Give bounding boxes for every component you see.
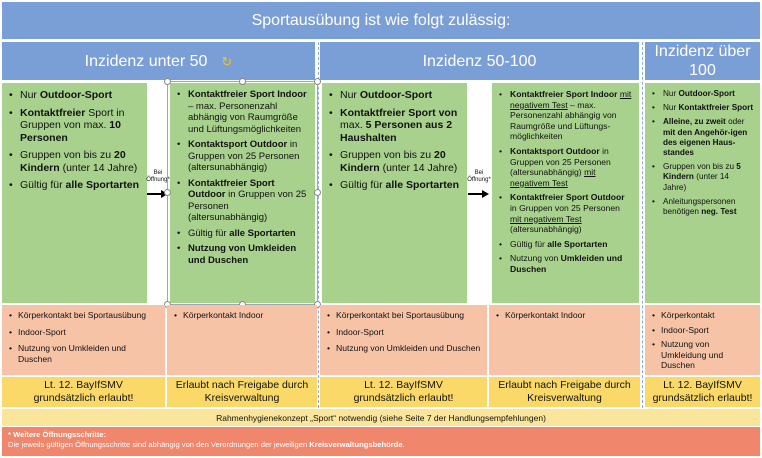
resize-handle[interactable] xyxy=(239,78,246,85)
list-item: • Körperkontakt bei Sportausübung xyxy=(326,310,481,321)
legal-box-kreisverwaltung: Erlaubt nach Freigabe durch Kreisverwaltung xyxy=(489,377,640,407)
arrow-right-icon xyxy=(468,189,490,199)
header-incidence-under-50: Inzidenz unter 50 ↻ xyxy=(2,42,315,80)
list-item: • Kontaktfreier Sport Outdoor in Gruppen von 25 Personen mit negativem Test (altersunabhängig) xyxy=(498,192,633,234)
list-item: • Nur Kontaktfreier Sport xyxy=(651,103,754,113)
list-item: • Kontaktfreier Sport von max. 5 Personen aus 2 Haushalten xyxy=(328,107,461,145)
refresh-icon: ↻ xyxy=(221,53,233,69)
prohibited-box-under-50-opening xyxy=(167,305,317,375)
list-item: • Gültig für alle Sportarten xyxy=(8,179,141,192)
resize-handle[interactable] xyxy=(164,189,171,196)
list-item: • Nutzung von Umkleiden und Duschen xyxy=(326,343,481,354)
resize-handle[interactable] xyxy=(314,189,321,196)
selection-frame xyxy=(167,81,318,305)
list-item: • Indoor-Sport xyxy=(326,327,481,338)
hygiene-concept-bar: Rahmenhygienekonzept „Sport“ notwendig (siehe Seite 7 der Handlungsempfehlungen) xyxy=(2,409,760,426)
list-item: • Anleitungspersonen benötigen neg. Test xyxy=(651,197,754,217)
prohibited-box-50-100 xyxy=(320,305,487,375)
list-item: • Gültig für alle Sportarten xyxy=(498,239,633,250)
list-item: • Alleine, zu zweit oder mit den Angehör-igen des eigenen Haus-standes xyxy=(651,117,754,158)
list-item: • Kontaktfreier Sport Indoor mit negativem Test – max. Personenzahl abhängig von Raumgröße und Lüftungs-möglichkeiten xyxy=(498,89,633,142)
list-item: • Nur Outdoor-Sport xyxy=(8,89,141,102)
header-incidence-50-100: Inzidenz 50-100 xyxy=(320,42,639,80)
list-item: • Gruppen von bis zu 20 Kindern (unter 14 Jahre) xyxy=(8,149,141,174)
list-item: • Nur Outdoor-Sport xyxy=(651,89,754,99)
list-item: • Kontaktfreier Sport Outdoor in Gruppen von 25 Personen (altersunabhängig) xyxy=(176,178,309,224)
column-divider xyxy=(318,42,319,408)
allowed-box-50-100 xyxy=(322,83,467,303)
allowed-box-50-100-opening xyxy=(492,83,639,303)
further-steps-note: * Weitere Öffnungsschritte: Die jeweils gültigen Öffnungsschritte sind abhängig von den Verordnungen der jeweiligen Kreisverwaltungsbehörde. xyxy=(2,427,760,456)
prohibited-box-under-50 xyxy=(2,305,165,375)
list-item: • Nutzung von Umkleiden und Duschen xyxy=(498,253,633,274)
title-banner: Sportausübung ist wie folgt zulässig: xyxy=(2,2,760,39)
list-item: • Kontaktsport Outdoor in Gruppen von 25 Personen (altersunabhängig) xyxy=(176,139,309,174)
legal-box-bayifsmv: Lt. 12. BayIfSMV grundsätzlich erlaubt! xyxy=(645,377,760,407)
opening-arrow-label: Bei Öffnung* xyxy=(146,170,170,183)
list-item: • Körperkontakt xyxy=(651,310,754,321)
prohibited-box-over-100 xyxy=(645,305,760,375)
list-item: • Körperkontakt Indoor xyxy=(495,310,634,321)
list-item: • Gruppen von bis zu 20 Kindern (unter 14 Jahre) xyxy=(328,149,461,174)
resize-handle[interactable] xyxy=(164,78,171,85)
list-item: • Kontaktfreier Sport in Gruppen von max. 10 Personen xyxy=(8,107,141,145)
list-item: • Körperkontakt Indoor xyxy=(173,310,311,321)
opening-arrow-label: Bei Öffnung* xyxy=(467,170,491,183)
list-item: • Gruppen von bis zu 5 Kindern (unter 14 Jahre) xyxy=(651,162,754,193)
list-item: • Nur Outdoor-Sport xyxy=(328,89,461,102)
legal-box-bayifsmv: Lt. 12. BayIfSMV grundsätzlich erlaubt! xyxy=(320,377,487,407)
list-item: • Indoor-Sport xyxy=(651,325,754,336)
header-incidence-over-100: Inzidenz über 100 xyxy=(645,42,760,80)
list-item: • Nutzung von Umkleidung und Duschen xyxy=(651,339,754,371)
list-item: • Kontaktfreier Sport Indoor – max. Personenzahl abhängig von Raumgröße und Lüftungsmöglichkeiten xyxy=(176,89,309,135)
allowed-box-over-100 xyxy=(645,83,760,303)
list-item: • Nutzung von Umkleiden und Duschen xyxy=(176,243,309,266)
legal-box-bayifsmv: Lt. 12. BayIfSMV grundsätzlich erlaubt! xyxy=(2,377,165,407)
list-item: • Indoor-Sport xyxy=(8,327,159,338)
list-item: • Gültig für alle Sportarten xyxy=(328,179,461,192)
column-divider xyxy=(642,42,643,408)
list-item: • Körperkontakt bei Sportausübung xyxy=(8,310,159,321)
prohibited-box-50-100-opening xyxy=(489,305,640,375)
resize-handle[interactable] xyxy=(314,78,321,85)
list-item: • Nutzung von Umkleiden und Duschen xyxy=(8,343,159,364)
legal-box-kreisverwaltung: Erlaubt nach Freigabe durch Kreisverwaltung xyxy=(167,377,317,407)
list-item: • Kontaktsport Outdoor in Gruppen von 25 Personen (altersunabhängig) mit negativem Test xyxy=(498,146,633,188)
list-item: • Gültig für alle Sportarten xyxy=(176,228,309,240)
allowed-box-under-50 xyxy=(2,83,147,303)
